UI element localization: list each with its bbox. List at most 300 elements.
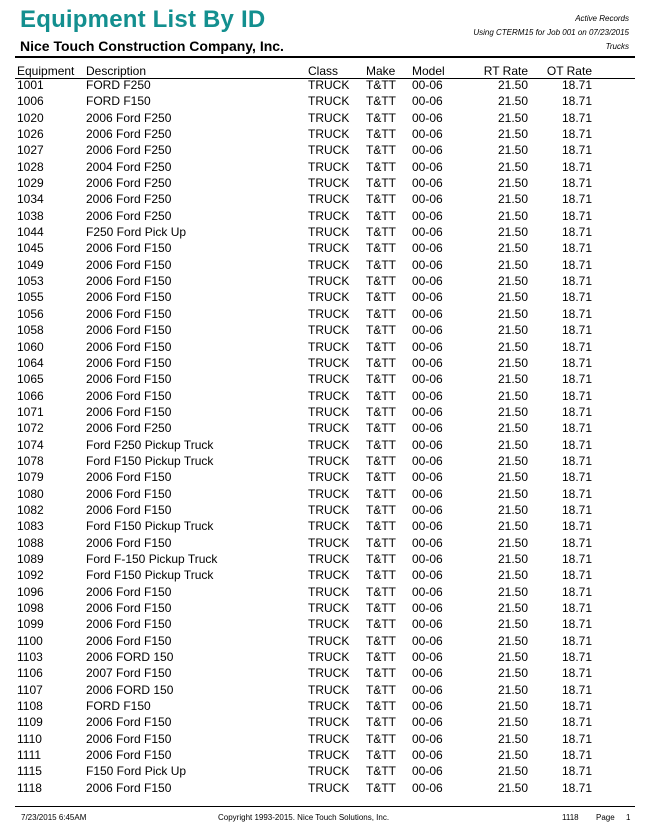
cell-rt-rate: 21.50 (497, 453, 528, 468)
cell-ot-rate: 18.71 (561, 290, 592, 305)
cell-rt-rate: 21.50 (497, 323, 528, 338)
cell-equipment-id: 1106 (17, 666, 43, 681)
cell-class: TRUCK (308, 568, 350, 583)
cell-rt-rate: 21.50 (497, 110, 528, 125)
cell-model: 00-06 (412, 650, 443, 665)
column-header-model: Model (412, 64, 445, 78)
cell-ot-rate: 18.71 (561, 274, 592, 289)
table-row (0, 634, 650, 650)
cell-ot-rate: 18.71 (561, 731, 592, 746)
cell-class: TRUCK (308, 208, 350, 223)
cell-description: 2004 Ford F250 (86, 159, 172, 174)
cell-ot-rate: 18.71 (561, 78, 592, 92)
cell-rt-rate: 21.50 (497, 372, 528, 387)
cell-equipment-id: 1108 (17, 699, 43, 714)
cell-make: T&TT (366, 486, 396, 501)
cell-class: TRUCK (308, 437, 350, 452)
cell-make: T&TT (366, 323, 396, 338)
table-row (0, 519, 650, 535)
table-row (0, 340, 650, 356)
cell-class: TRUCK (308, 502, 350, 517)
cell-make: T&TT (366, 225, 396, 240)
cell-class: TRUCK (308, 453, 350, 468)
cell-make: T&TT (366, 568, 396, 583)
cell-ot-rate: 18.71 (561, 535, 592, 550)
cell-equipment-id: 1056 (17, 306, 44, 321)
table-row (0, 536, 650, 552)
cell-equipment-id: 1026 (17, 127, 44, 142)
cell-model: 00-06 (412, 699, 443, 714)
cell-make: T&TT (366, 601, 396, 615)
cell-ot-rate: 18.71 (561, 159, 592, 174)
cell-model: 00-06 (412, 584, 443, 599)
cell-ot-rate: 18.71 (561, 780, 592, 795)
cell-description: 2006 Ford F150 (86, 306, 172, 321)
cell-class: TRUCK (308, 748, 350, 763)
footer-page-number: 1 (626, 813, 631, 822)
cell-model: 00-06 (412, 225, 443, 240)
cell-equipment-id: 1078 (17, 453, 44, 468)
cell-description: FORD F150 (86, 94, 151, 109)
table-row (0, 143, 650, 159)
cell-rt-rate: 21.50 (497, 780, 528, 795)
table-row (0, 454, 650, 470)
cell-make: T&TT (366, 650, 396, 665)
cell-description: 2006 Ford F150 (86, 290, 172, 305)
cell-make: T&TT (366, 372, 396, 387)
cell-rt-rate: 21.50 (497, 748, 528, 763)
header-rule (15, 56, 635, 58)
cell-rt-rate: 21.50 (497, 731, 528, 746)
table-row (0, 650, 650, 666)
cell-equipment-id: 1088 (17, 535, 44, 550)
table-row (0, 290, 650, 306)
cell-description: 2006 Ford F150 (86, 470, 172, 485)
cell-make: T&TT (366, 127, 396, 142)
cell-model: 00-06 (412, 617, 443, 632)
cell-rt-rate: 21.50 (497, 715, 528, 730)
cell-ot-rate: 18.71 (561, 601, 592, 615)
cell-equipment-id: 1053 (17, 274, 44, 289)
cell-equipment-id: 1092 (17, 568, 44, 583)
cell-class: TRUCK (308, 650, 350, 665)
cell-ot-rate: 18.71 (561, 453, 592, 468)
cell-class: TRUCK (308, 699, 350, 714)
cell-ot-rate: 18.71 (561, 502, 592, 517)
cell-equipment-id: 1109 (17, 715, 43, 730)
cell-make: T&TT (366, 470, 396, 485)
cell-make: T&TT (366, 748, 396, 763)
cell-description: 2006 Ford F150 (86, 388, 172, 403)
cell-ot-rate: 18.71 (561, 339, 592, 354)
table-row (0, 568, 650, 584)
table-row (0, 405, 650, 421)
cell-class: TRUCK (308, 339, 350, 354)
cell-ot-rate: 18.71 (561, 372, 592, 387)
cell-rt-rate: 21.50 (497, 421, 528, 436)
report-filter: Active Records (575, 14, 629, 23)
cell-make: T&TT (366, 699, 396, 714)
cell-make: T&TT (366, 176, 396, 191)
cell-equipment-id: 1034 (17, 192, 44, 207)
cell-equipment-id: 1066 (17, 388, 44, 403)
cell-rt-rate: 21.50 (497, 519, 528, 534)
cell-make: T&TT (366, 764, 396, 779)
cell-description: 2006 FORD 150 (86, 682, 174, 697)
cell-make: T&TT (366, 682, 396, 697)
cell-ot-rate: 18.71 (561, 617, 592, 632)
cell-model: 00-06 (412, 143, 443, 158)
cell-ot-rate: 18.71 (561, 355, 592, 370)
cell-equipment-id: 1115 (17, 764, 42, 779)
cell-class: TRUCK (308, 192, 350, 207)
cell-equipment-id: 1001 (17, 78, 44, 92)
table-row (0, 192, 650, 208)
cell-description: FORD F150 (86, 699, 151, 714)
table-row (0, 666, 650, 682)
cell-make: T&TT (366, 780, 396, 795)
cell-class: TRUCK (308, 633, 350, 648)
footer-copyright: Copyright 1993-2015. Nice Touch Solutions, Inc. (218, 813, 390, 822)
cell-ot-rate: 18.71 (561, 110, 592, 125)
cell-ot-rate: 18.71 (561, 764, 592, 779)
cell-ot-rate: 18.71 (561, 94, 592, 109)
report-title: Equipment List By ID (20, 6, 266, 33)
footer-count: 1118 (562, 813, 579, 822)
cell-ot-rate: 18.71 (561, 192, 592, 207)
cell-model: 00-06 (412, 176, 443, 191)
cell-rt-rate: 21.50 (497, 208, 528, 223)
cell-model: 00-06 (412, 388, 443, 403)
table-row (0, 94, 650, 110)
cell-model: 00-06 (412, 470, 443, 485)
cell-description: 2006 Ford F250 (86, 421, 172, 436)
table-row (0, 372, 650, 388)
cell-ot-rate: 18.71 (561, 388, 592, 403)
table-row (0, 258, 650, 274)
cell-class: TRUCK (308, 584, 350, 599)
equipment-table (0, 78, 650, 797)
cell-description: Ford F-150 Pickup Truck (86, 551, 218, 566)
cell-class: TRUCK (308, 143, 350, 158)
cell-make: T&TT (366, 551, 396, 566)
cell-class: TRUCK (308, 470, 350, 485)
table-row (0, 323, 650, 339)
cell-class: TRUCK (308, 764, 350, 779)
cell-ot-rate: 18.71 (561, 404, 592, 419)
cell-rt-rate: 21.50 (497, 225, 528, 240)
cell-make: T&TT (366, 192, 396, 207)
cell-model: 00-06 (412, 306, 443, 321)
cell-model: 00-06 (412, 372, 443, 387)
cell-rt-rate: 21.50 (497, 143, 528, 158)
cell-equipment-id: 1098 (17, 601, 44, 615)
cell-make: T&TT (366, 437, 396, 452)
cell-model: 00-06 (412, 486, 443, 501)
cell-ot-rate: 18.71 (561, 650, 592, 665)
cell-ot-rate: 18.71 (561, 257, 592, 272)
cell-make: T&TT (366, 78, 396, 92)
cell-class: TRUCK (308, 372, 350, 387)
cell-model: 00-06 (412, 78, 443, 92)
cell-ot-rate: 18.71 (561, 568, 592, 583)
company-name: Nice Touch Construction Company, Inc. (20, 38, 284, 54)
cell-class: TRUCK (308, 159, 350, 174)
cell-make: T&TT (366, 339, 396, 354)
cell-class: TRUCK (308, 388, 350, 403)
cell-ot-rate: 18.71 (561, 241, 592, 256)
cell-description: 2006 Ford F250 (86, 110, 172, 125)
cell-model: 00-06 (412, 535, 443, 550)
cell-equipment-id: 1074 (17, 437, 44, 452)
cell-rt-rate: 21.50 (497, 78, 528, 92)
footer-page-label: Page (596, 813, 615, 822)
cell-model: 00-06 (412, 421, 443, 436)
cell-model: 00-06 (412, 339, 443, 354)
table-row (0, 421, 650, 437)
cell-make: T&TT (366, 290, 396, 305)
table-row (0, 438, 650, 454)
cell-rt-rate: 21.50 (497, 159, 528, 174)
cell-equipment-id: 1038 (17, 208, 44, 223)
cell-make: T&TT (366, 584, 396, 599)
cell-model: 00-06 (412, 682, 443, 697)
cell-equipment-id: 1082 (17, 502, 44, 517)
cell-model: 00-06 (412, 404, 443, 419)
cell-rt-rate: 21.50 (497, 601, 528, 615)
cell-description: F150 Ford Pick Up (86, 764, 187, 779)
cell-model: 00-06 (412, 764, 443, 779)
cell-make: T&TT (366, 731, 396, 746)
cell-equipment-id: 1072 (17, 421, 44, 436)
cell-class: TRUCK (308, 355, 350, 370)
cell-rt-rate: 21.50 (497, 699, 528, 714)
cell-model: 00-06 (412, 159, 443, 174)
cell-ot-rate: 18.71 (561, 208, 592, 223)
cell-description: 2006 Ford F250 (86, 127, 172, 142)
cell-class: TRUCK (308, 225, 350, 240)
cell-class: TRUCK (308, 241, 350, 256)
cell-model: 00-06 (412, 519, 443, 534)
cell-class: TRUCK (308, 127, 350, 142)
table-row (0, 683, 650, 699)
table-row (0, 274, 650, 290)
cell-rt-rate: 21.50 (497, 568, 528, 583)
cell-rt-rate: 21.50 (497, 633, 528, 648)
cell-make: T&TT (366, 666, 396, 681)
cell-ot-rate: 18.71 (561, 323, 592, 338)
cell-equipment-id: 1107 (17, 682, 43, 697)
cell-model: 00-06 (412, 208, 443, 223)
cell-description: 2006 Ford F150 (86, 257, 172, 272)
cell-description: 2006 Ford F150 (86, 633, 172, 648)
cell-rt-rate: 21.50 (497, 617, 528, 632)
cell-make: T&TT (366, 715, 396, 730)
cell-ot-rate: 18.71 (561, 470, 592, 485)
cell-make: T&TT (366, 519, 396, 534)
cell-rt-rate: 21.50 (497, 551, 528, 566)
cell-ot-rate: 18.71 (561, 486, 592, 501)
cell-model: 00-06 (412, 633, 443, 648)
report-context: Using CTERM15 for Job 001 on 07/23/2015 (473, 28, 629, 37)
table-row (0, 307, 650, 323)
cell-equipment-id: 1099 (17, 617, 44, 632)
table-row (0, 732, 650, 748)
cell-class: TRUCK (308, 290, 350, 305)
cell-class: TRUCK (308, 715, 350, 730)
table-row (0, 552, 650, 568)
cell-equipment-id: 1118 (17, 780, 42, 795)
cell-ot-rate: 18.71 (561, 584, 592, 599)
cell-model: 00-06 (412, 748, 443, 763)
cell-make: T&TT (366, 453, 396, 468)
cell-equipment-id: 1028 (17, 159, 44, 174)
cell-description: F250 Ford Pick Up (86, 225, 187, 240)
cell-description: Ford F150 Pickup Truck (86, 453, 214, 468)
cell-rt-rate: 21.50 (497, 535, 528, 550)
cell-model: 00-06 (412, 453, 443, 468)
cell-description: 2006 Ford F150 (86, 274, 172, 289)
cell-class: TRUCK (308, 535, 350, 550)
cell-model: 00-06 (412, 290, 443, 305)
cell-description: 2006 Ford F150 (86, 404, 172, 419)
cell-model: 00-06 (412, 323, 443, 338)
cell-model: 00-06 (412, 601, 443, 615)
cell-make: T&TT (366, 143, 396, 158)
cell-rt-rate: 21.50 (497, 94, 528, 109)
cell-model: 00-06 (412, 257, 443, 272)
cell-ot-rate: 18.71 (561, 306, 592, 321)
cell-description: 2006 Ford F150 (86, 617, 172, 632)
table-row (0, 127, 650, 143)
cell-description: 2006 Ford F150 (86, 372, 172, 387)
cell-equipment-id: 1027 (17, 143, 44, 158)
cell-ot-rate: 18.71 (561, 748, 592, 763)
cell-rt-rate: 21.50 (497, 274, 528, 289)
cell-make: T&TT (366, 159, 396, 174)
cell-class: TRUCK (308, 519, 350, 534)
cell-model: 00-06 (412, 551, 443, 566)
cell-rt-rate: 21.50 (497, 306, 528, 321)
cell-ot-rate: 18.71 (561, 143, 592, 158)
cell-ot-rate: 18.71 (561, 519, 592, 534)
cell-equipment-id: 1065 (17, 372, 44, 387)
cell-equipment-id: 1100 (17, 633, 43, 648)
cell-class: TRUCK (308, 551, 350, 566)
cell-rt-rate: 21.50 (497, 339, 528, 354)
cell-class: TRUCK (308, 78, 350, 92)
cell-description: 2006 Ford F150 (86, 584, 172, 599)
table-row (0, 585, 650, 601)
cell-class: TRUCK (308, 486, 350, 501)
footer-rule (15, 806, 635, 807)
cell-make: T&TT (366, 306, 396, 321)
table-row (0, 470, 650, 486)
cell-equipment-id: 1029 (17, 176, 44, 191)
cell-model: 00-06 (412, 780, 443, 795)
cell-make: T&TT (366, 241, 396, 256)
table-row (0, 225, 650, 241)
cell-equipment-id: 1096 (17, 584, 44, 599)
cell-description: 2006 Ford F150 (86, 748, 172, 763)
cell-model: 00-06 (412, 192, 443, 207)
cell-equipment-id: 1080 (17, 486, 44, 501)
cell-model: 00-06 (412, 127, 443, 142)
cell-equipment-id: 1079 (17, 470, 44, 485)
cell-description: 2006 Ford F150 (86, 355, 172, 370)
cell-ot-rate: 18.71 (561, 633, 592, 648)
cell-ot-rate: 18.71 (561, 127, 592, 142)
cell-rt-rate: 21.50 (497, 650, 528, 665)
cell-make: T&TT (366, 633, 396, 648)
cell-equipment-id: 1006 (17, 94, 44, 109)
cell-equipment-id: 1058 (17, 323, 44, 338)
cell-description: 2006 Ford F150 (86, 241, 172, 256)
table-row (0, 617, 650, 633)
cell-equipment-id: 1089 (17, 551, 44, 566)
cell-model: 00-06 (412, 715, 443, 730)
cell-description: 2006 Ford F250 (86, 143, 172, 158)
cell-class: TRUCK (308, 306, 350, 321)
cell-equipment-id: 1045 (17, 241, 44, 256)
table-row (0, 601, 650, 617)
cell-ot-rate: 18.71 (561, 715, 592, 730)
table-row (0, 699, 650, 715)
cell-description: Ford F250 Pickup Truck (86, 437, 214, 452)
cell-make: T&TT (366, 94, 396, 109)
cell-make: T&TT (366, 257, 396, 272)
table-row (0, 715, 650, 731)
cell-class: TRUCK (308, 176, 350, 191)
cell-model: 00-06 (412, 568, 443, 583)
cell-rt-rate: 21.50 (497, 486, 528, 501)
column-header-class: Class (308, 64, 339, 78)
column-header-equipment: Equipment (17, 64, 75, 78)
cell-model: 00-06 (412, 731, 443, 746)
cell-description: 2006 Ford F250 (86, 176, 172, 191)
table-row (0, 764, 650, 780)
cell-description: 2006 Ford F150 (86, 339, 172, 354)
cell-class: TRUCK (308, 682, 350, 697)
table-row (0, 503, 650, 519)
cell-make: T&TT (366, 274, 396, 289)
cell-model: 00-06 (412, 94, 443, 109)
cell-description: 2006 Ford F150 (86, 601, 172, 615)
cell-model: 00-06 (412, 274, 443, 289)
column-header-rt-rate: RT Rate (483, 64, 528, 78)
cell-description: 2006 Ford F150 (86, 731, 172, 746)
cell-model: 00-06 (412, 437, 443, 452)
cell-class: TRUCK (308, 666, 350, 681)
cell-description: 2006 Ford F150 (86, 535, 172, 550)
cell-class: TRUCK (308, 731, 350, 746)
cell-rt-rate: 21.50 (497, 355, 528, 370)
cell-class: TRUCK (308, 94, 350, 109)
column-header-make: Make (366, 64, 396, 78)
cell-make: T&TT (366, 208, 396, 223)
table-row (0, 389, 650, 405)
cell-model: 00-06 (412, 241, 443, 256)
cell-class: TRUCK (308, 617, 350, 632)
cell-rt-rate: 21.50 (497, 257, 528, 272)
cell-description: 2006 Ford F150 (86, 502, 172, 517)
table-row (0, 160, 650, 176)
cell-description: FORD F250 (86, 78, 151, 92)
table-row (0, 781, 650, 797)
cell-equipment-id: 1103 (17, 650, 43, 665)
cell-equipment-id: 1055 (17, 290, 44, 305)
cell-class: TRUCK (308, 780, 350, 795)
